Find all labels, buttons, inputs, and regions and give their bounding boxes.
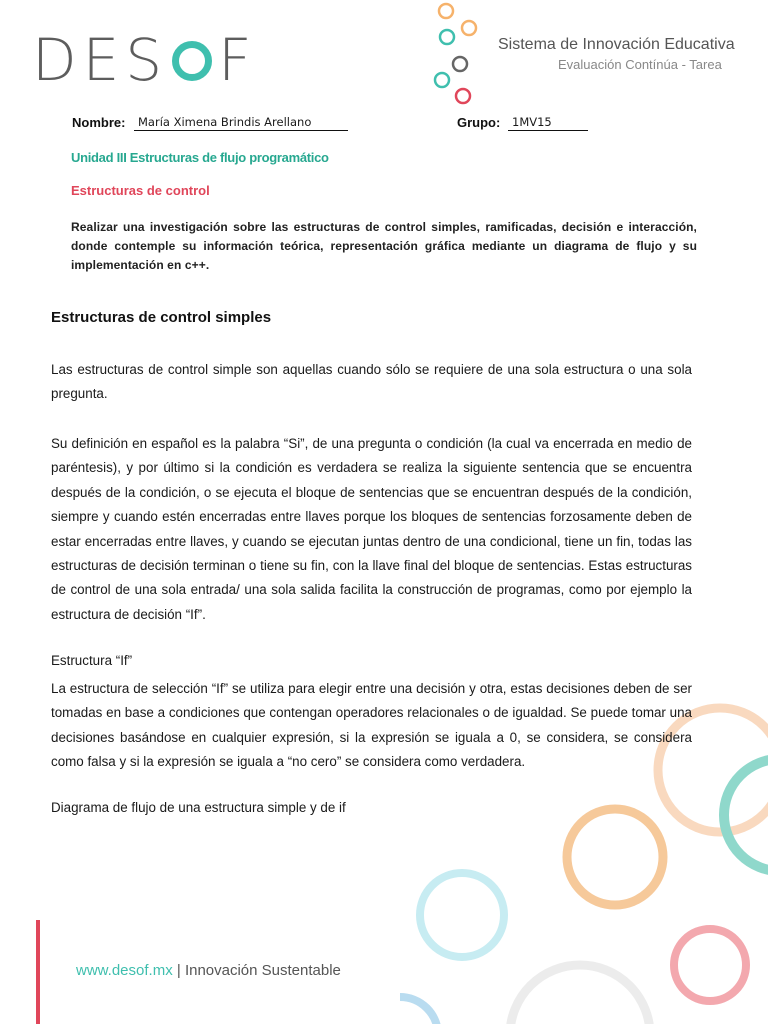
footer-accent-bar [36, 920, 40, 1024]
footer-tagline: Innovación Sustentable [184, 962, 341, 979]
header-decorative-circles [425, 0, 485, 110]
content-heading: Estructuras de control simples [51, 309, 272, 326]
group-label: Grupo: [457, 115, 501, 130]
if-heading: Estructura “If” [51, 653, 133, 668]
header-subtitle: Evaluación Contínúa - Tarea [558, 57, 722, 72]
footer [76, 962, 341, 979]
group-value: 1MV15 [508, 115, 588, 131]
logo-text-left: DES [32, 26, 169, 94]
unit-title: Unidad III Estructuras de flujo programático [71, 150, 329, 165]
header-title: Sistema de Innovación Educativa [498, 36, 735, 53]
logo-o-ring-icon [172, 41, 212, 81]
diagram-caption: Diagrama de flujo de una estructura simple y de if [51, 800, 346, 815]
paragraph-if: La estructura de selección “If” se utiliza para elegir entre una decisión y otra, estas decisiones deben de ser tomadas en base a condiciones que contengan operadores relacionales o de igualdad. Se puede tomar una decisiones basándose en cualquier expresión, si la expresión se iguala a 0, se considera, se considera como falsa y si la expresión se iguala a “no cero” se considera como verdadera. [51, 681, 692, 770]
name-label: Nombre: [72, 115, 126, 130]
assignment-instructions: Realizar una investigación sobre las estructuras de control simples, ramificadas, decisión e interacción, donde contemple su información teórica, representación gráfica mediante un diagrama de flujo y su implementación en c++. [71, 220, 697, 272]
footer-site-link[interactable]: www.desof.mx [76, 962, 173, 979]
footer-separator: | [172, 962, 185, 979]
logo [32, 22, 258, 98]
paragraph-intro: Las estructuras de control simple son aquellas cuando sólo se requiere de una sola estructura o una sola pregunta. [51, 362, 692, 402]
section-title: Estructuras de control [71, 183, 210, 198]
logo-text-right: F [218, 26, 258, 94]
name-value: María Ximena Brindis Arellano [134, 115, 348, 131]
paragraph-definition: Su definición en español es la palabra “Si”, de una pregunta o condición (la cual va encerrada en medio de paréntesis), y por último si la condición es verdadera se realiza la siguiente sentencia que se encuentra después de la condición, o se ejecuta el bloque de sentencias que se encuentran después de la condición, siempre y cuando estén encerradas entre llaves porque los bloques de sentencias forzosamente deben de estar encerradas entre llaves, y cuando se ejecutan juntas dentro de una condicional, tiene un fin, todas las estructuras de decisión terminan o tiene su fin, con la llave final del bloque de sentencias. Estas estructuras de control de una sola entrada/ una sola salida facilita la construcción de programas, como por ejemplo la estructura de decisión “If”. [51, 436, 692, 622]
